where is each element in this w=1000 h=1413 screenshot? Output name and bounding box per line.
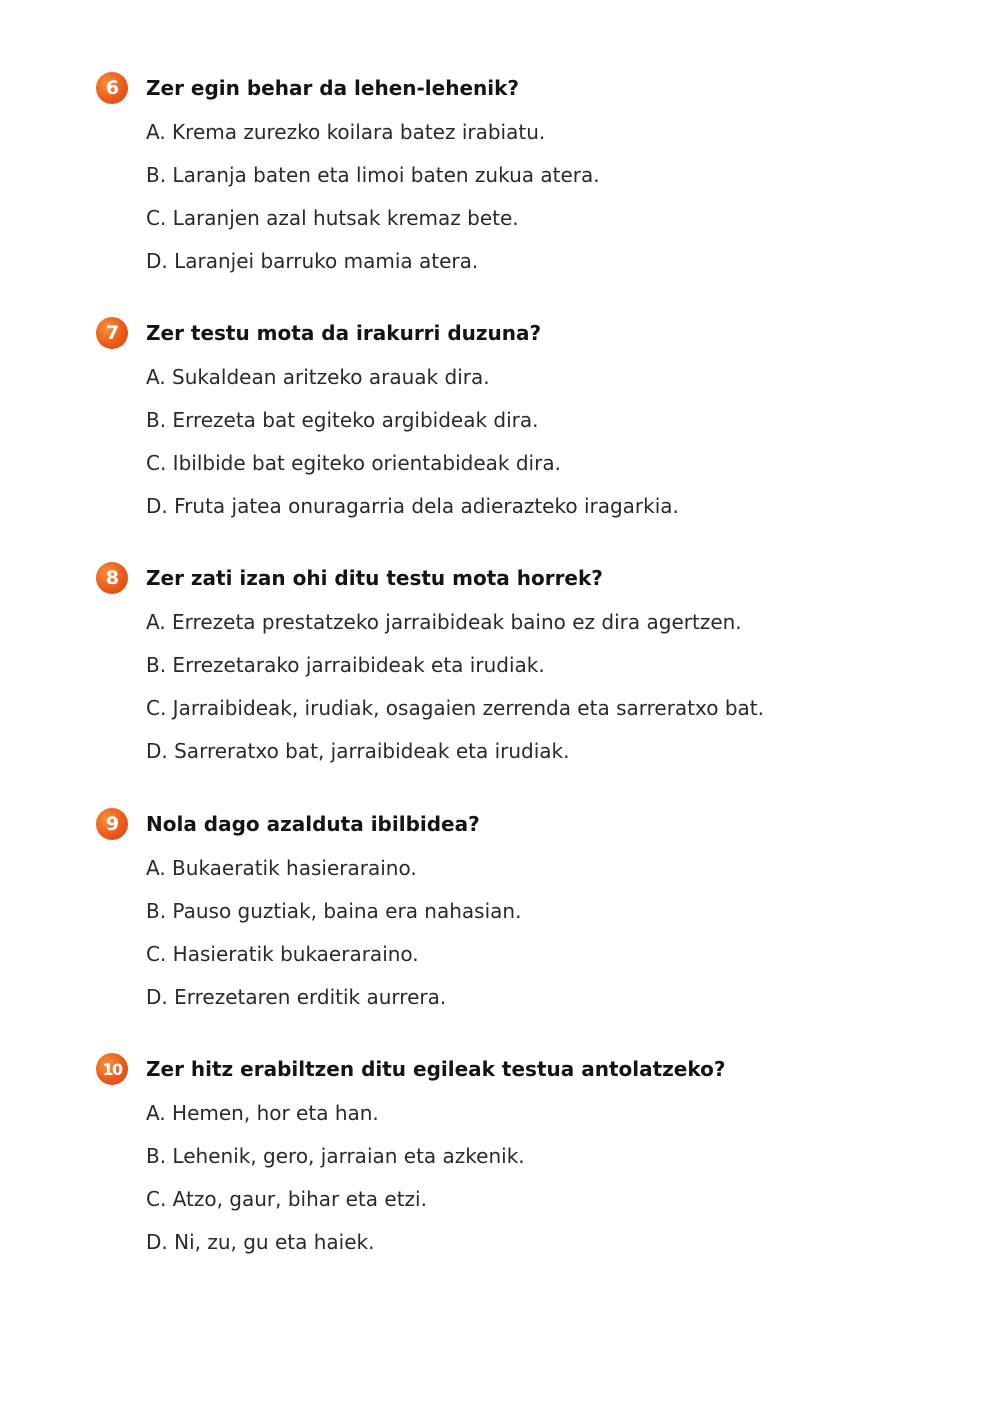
question-header (96, 1052, 956, 1086)
answer-option-d[interactable]: D. Laranjei barruko mamia atera. (146, 249, 479, 273)
question-8 (96, 561, 956, 773)
answer-options (146, 601, 956, 773)
answer-options (146, 356, 956, 528)
answer-option-c[interactable]: C. Ibilbide bat egiteko orientabideak dira. (146, 451, 561, 475)
question-number-badge: 7 (96, 317, 128, 349)
question-header (96, 561, 956, 595)
question-header (96, 807, 956, 841)
question-number-badge: 8 (96, 562, 128, 594)
answer-option-c[interactable]: C. Atzo, gaur, bihar eta etzi. (146, 1187, 427, 1211)
question-header (96, 71, 956, 105)
question-text: Zer hitz erabiltzen ditu egileak testua antolatzeko? (146, 1057, 726, 1081)
question-text: Zer zati izan ohi ditu testu mota horrek? (146, 566, 603, 590)
question-9 (96, 807, 956, 1019)
answer-option-d[interactable]: D. Ni, zu, gu eta haiek. (146, 1230, 375, 1254)
question-text: Zer egin behar da lehen-lehenik? (146, 76, 520, 100)
question-number-badge: 9 (96, 808, 128, 840)
answer-option-d[interactable]: D. Errezetaren erditik aurrera. (146, 985, 447, 1009)
question-10 (96, 1052, 956, 1264)
answer-options (146, 111, 956, 283)
answer-option-a[interactable]: A. Krema zurezko koilara batez irabiatu. (146, 120, 546, 144)
answer-option-b[interactable]: B. Lehenik, gero, jarraian eta azkenik. (146, 1144, 525, 1168)
answer-option-b[interactable]: B. Errezeta bat egiteko argibideak dira. (146, 408, 539, 432)
answer-option-c[interactable]: C. Laranjen azal hutsak kremaz bete. (146, 206, 519, 230)
answer-option-a[interactable]: A. Hemen, hor eta han. (146, 1101, 379, 1125)
question-text: Nola dago azalduta ibilbidea? (146, 812, 480, 836)
answer-option-c[interactable]: C. Jarraibideak, irudiak, osagaien zerrenda eta sarreratxo bat. (146, 696, 764, 720)
answer-option-a[interactable]: A. Bukaeratik hasieraraino. (146, 856, 417, 880)
answer-options (146, 847, 956, 1019)
question-number-badge: 6 (96, 72, 128, 104)
answer-option-d[interactable]: D. Fruta jatea onuragarria dela adierazteko iragarkia. (146, 494, 679, 518)
question-header (96, 316, 956, 350)
answer-option-b[interactable]: B. Laranja baten eta limoi baten zukua atera. (146, 163, 600, 187)
question-7 (96, 316, 956, 528)
question-number-badge: 10 (96, 1053, 128, 1085)
answer-option-a[interactable]: A. Errezeta prestatzeko jarraibideak baino ez dira agertzen. (146, 610, 742, 634)
question-text: Zer testu mota da irakurri duzuna? (146, 321, 542, 345)
answer-option-b[interactable]: B. Errezetarako jarraibideak eta irudiak. (146, 653, 545, 677)
answer-options (146, 1092, 956, 1264)
answer-option-b[interactable]: B. Pauso guztiak, baina era nahasian. (146, 899, 522, 923)
answer-option-a[interactable]: A. Sukaldean aritzeko arauak dira. (146, 365, 490, 389)
question-6 (96, 71, 956, 283)
answer-option-c[interactable]: C. Hasieratik bukaeraraino. (146, 942, 419, 966)
answer-option-d[interactable]: D. Sarreratxo bat, jarraibideak eta irudiak. (146, 739, 570, 763)
